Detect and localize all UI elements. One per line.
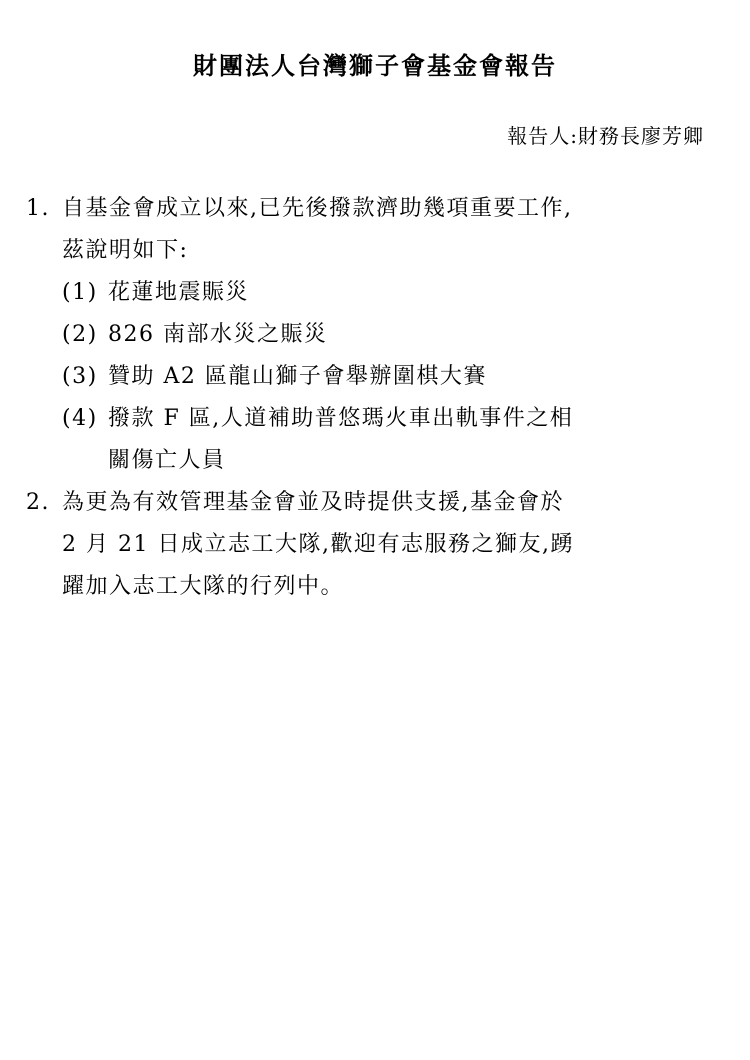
sub-item: [62, 272, 716, 314]
sub-item-number: (2): [62, 322, 98, 347]
item-line: 茲說明如下:: [62, 238, 189, 263]
item-line: 躍加入志工大隊的行列中。: [62, 574, 345, 599]
sub-list: [62, 272, 716, 482]
sub-item-number: (3): [62, 364, 98, 389]
sub-item-line: 花蓮地震賑災: [108, 280, 250, 305]
sub-item-text: [108, 272, 716, 314]
sub-item: [62, 398, 716, 482]
sub-item-number: (4): [62, 406, 98, 431]
item-number: 2.: [26, 490, 50, 515]
sub-item-line: 關傷亡人員: [108, 448, 226, 473]
sub-item: [62, 314, 716, 356]
item-text: [62, 482, 716, 608]
sub-item-line: 贊助 A2 區龍山獅子會舉辦圍棋大賽: [108, 364, 487, 389]
sub-item-number: (1): [62, 280, 98, 305]
report-body: [26, 188, 716, 608]
item-number: 1.: [26, 196, 50, 221]
document-title: 財團法人台灣獅子會基金會報告: [193, 51, 557, 80]
sub-item-line: 撥款 F 區,人道補助普悠瑪火車出軌事件之相: [108, 406, 574, 431]
sub-item-text: [108, 314, 716, 356]
sub-item-text: [108, 356, 716, 398]
item-line: 自基金會成立以來,已先後撥款濟助幾項重要工作,: [62, 196, 573, 221]
list-item: [26, 188, 716, 482]
item-line: 2 月 21 日成立志工大隊,歡迎有志服務之獅友,踴: [62, 532, 574, 557]
item-text: [62, 188, 716, 482]
sub-item-text: [108, 398, 716, 482]
reporter-line: 報告人:財務長廖芳卿: [507, 124, 704, 148]
item-line: 為更為有效管理基金會並及時提供支援,基金會於: [62, 490, 564, 515]
sub-item-line: 826 南部水災之賑災: [108, 322, 328, 347]
list-item: [26, 482, 716, 608]
sub-item: [62, 356, 716, 398]
